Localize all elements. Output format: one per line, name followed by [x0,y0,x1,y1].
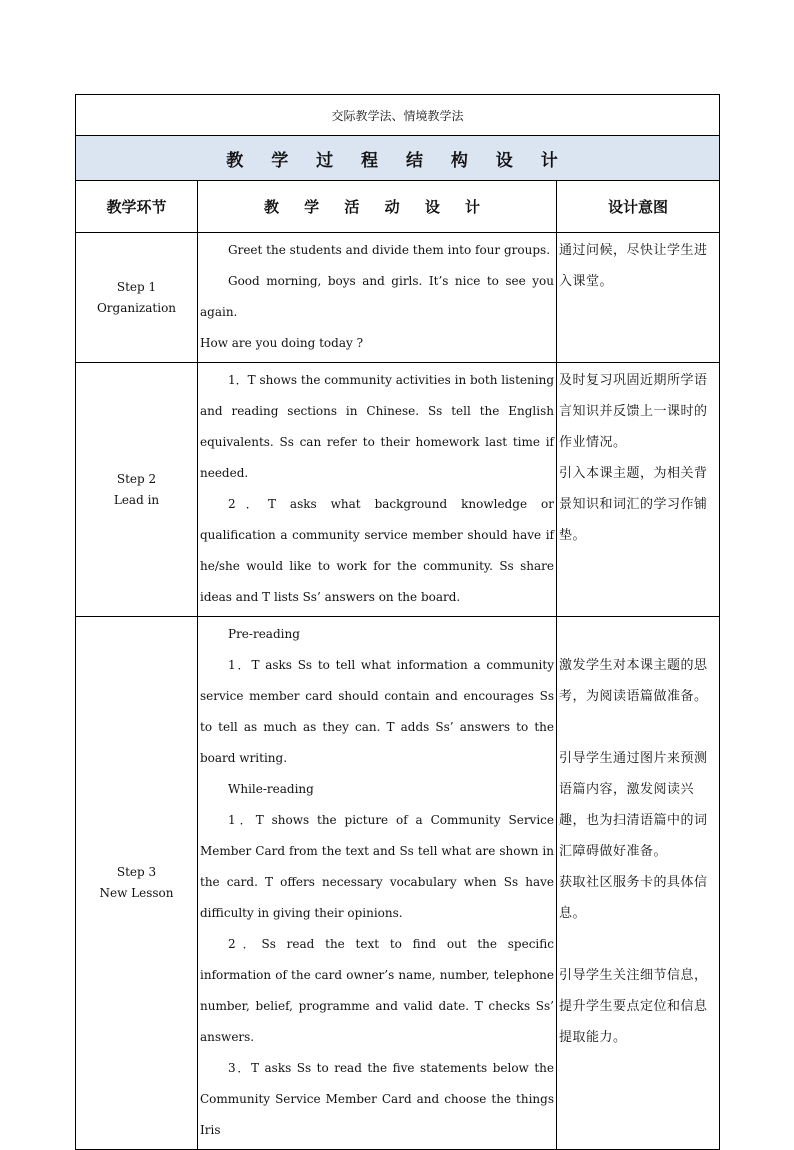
activity-paragraph: How are you doing today ? [200,336,364,350]
header-activities: 教 学 活 动 设 计 [198,181,557,233]
step-3-intent [557,617,720,1150]
lesson-plan-table [75,94,720,1150]
step-row-3 [76,617,720,1150]
methods-row [76,95,720,136]
step-2-name: Step 2 [116,471,157,486]
intent-paragraph: 引导学生关注细节信息，提升学生要点定位和信息提取能力。 [559,968,708,1045]
activity-paragraph: 2．Ss read the text to find out the specific information of the card owner’s name, number, telephone number, belief, programme and valid date. T checks Ss’ answers. [200,937,554,1044]
step-3-activities [198,617,557,1150]
step-1-activities [198,233,557,363]
step-3-name: Step 3 [116,865,157,879]
activity-paragraph: 1．T shows the picture of a Community Service Member Card from the text and Ss tell what are shown in the card. T offers necessary vocabulary when Ss have difficulty in giving their opinions. [200,813,554,920]
activity-paragraph: Pre-reading [228,627,300,641]
step-3-subtitle: New Lesson [99,886,174,900]
step-1-intent [557,233,720,363]
intent-paragraph: 及时复习巩固近期所学语言知识并反馈上一课时的作业情况。 [559,373,708,450]
section-title-row [76,136,720,181]
header-row [76,181,720,233]
step-2-activities [198,363,557,617]
intent-paragraph: 引入本课主题，为相关背景知识和词汇的学习作铺垫。 [559,466,708,543]
step-2-intent [557,363,720,617]
activity-paragraph: Greet the students and divide them into four groups. [228,243,551,257]
intent-paragraph: 通过问候，尽快让学生进入课堂。 [559,243,708,289]
step-2-subtitle: Lead in [113,492,160,507]
step-1-cell [76,233,198,363]
activity-paragraph: 2．T asks what background knowledge or qualification a community service member should have if he/she would like to work for the community. Ss share ideas and T lists Ss’ answers on the board. [200,497,554,604]
step-row-1 [76,233,720,363]
activity-paragraph: Good morning, boys and girls. It’s nice to see you again. [200,274,554,319]
intent-paragraph: 获取社区服务卡的具体信息。 [559,875,708,921]
intent-paragraph: 引导学生通过图片来预测语篇内容，激发阅读兴趣，也为扫清语篇中的词汇障碍做好准备。 [559,751,708,859]
step-1-name: Step 1 [116,279,157,294]
header-intent: 设计意图 [557,181,720,233]
teaching-methods: 交际教学法、情境教学法 [76,95,720,136]
activity-paragraph: While-reading [228,782,314,796]
activity-paragraph: 1．T shows the community activities in both listening and reading sections in Chinese. Ss tell the English equivalents. Ss can refer to their homework last time if needed. [200,373,554,480]
intent-paragraph: 激发学生对本课主题的思考，为阅读语篇做准备。 [559,658,708,704]
activity-paragraph: 1．T asks Ss to tell what information a community service member card should contain and encourages Ss to tell as much as they can. T adds Ss’ answers to the board writing. [200,658,554,765]
step-row-2 [76,363,720,617]
step-3-cell [76,617,198,1150]
section-title: 教 学 过 程 结 构 设 计 [76,136,720,181]
header-stage: 教学环节 [76,181,198,233]
step-2-cell [76,363,198,617]
activity-paragraph: 3．T asks Ss to read the five statements below the Community Service Member Card and choose the things Iris [200,1061,554,1137]
step-1-subtitle: Organization [96,300,177,315]
